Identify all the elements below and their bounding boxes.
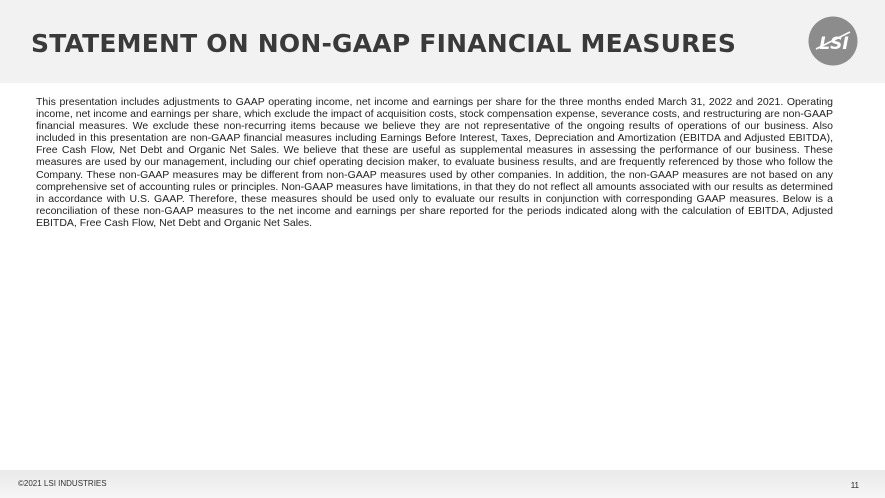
lsi-logo-icon	[808, 16, 858, 66]
body-paragraph: This presentation includes adjustments to GAAP operating income, net income and earnings per share for the three months ended March 31, 2022 and 2021. Operating income, net income and earnings per share, which exclude the impact of acquisition costs, stock compensation expense, severance costs, and restructuring are non-GAAP financial measures. We exclude these non-recurring items because we believe they are not representative of the ongoing results of operations of our business. Also included in this presentation are non-GAAP financial measures including Earnings Before Interest, Taxes, Depreciation and Amortization (EBITDA and Adjusted EBITDA), Free Cash Flow, Net Debt and Organic Net Sales. We believe that these are useful as supplemental measures in assessing the performance of our business. These measures are used by our management, including our chief operating decision maker, to evaluate business results, and are frequently referenced by those who follow the Company. These non-GAAP measures may be different from non-GAAP measures used by other companies. In addition, the non-GAAP measures are not based on any comprehensive set of accounting rules or principles. Non-GAAP measures have limitations, in that they do not reflect all amounts associated with our results as determined in accordance with U.S. GAAP. Therefore, these measures should be used only to evaluate our results in conjunction with corresponding GAAP measures. Below is a reconciliation of these non-GAAP measures to the net income and earnings per share reported for the periods indicated along with the calculation of EBITDA, Adjusted EBITDA, Free Cash Flow, Net Debt and Organic Net Sales.	[36, 96, 833, 229]
copyright-text: ©2021 LSI INDUSTRIES	[18, 479, 107, 488]
page-title: STATEMENT ON NON-GAAP FINANCIAL MEASURES	[31, 29, 737, 58]
footer-band	[0, 470, 885, 498]
logo-text: LSI	[819, 34, 849, 54]
page-number: 11	[850, 481, 859, 490]
